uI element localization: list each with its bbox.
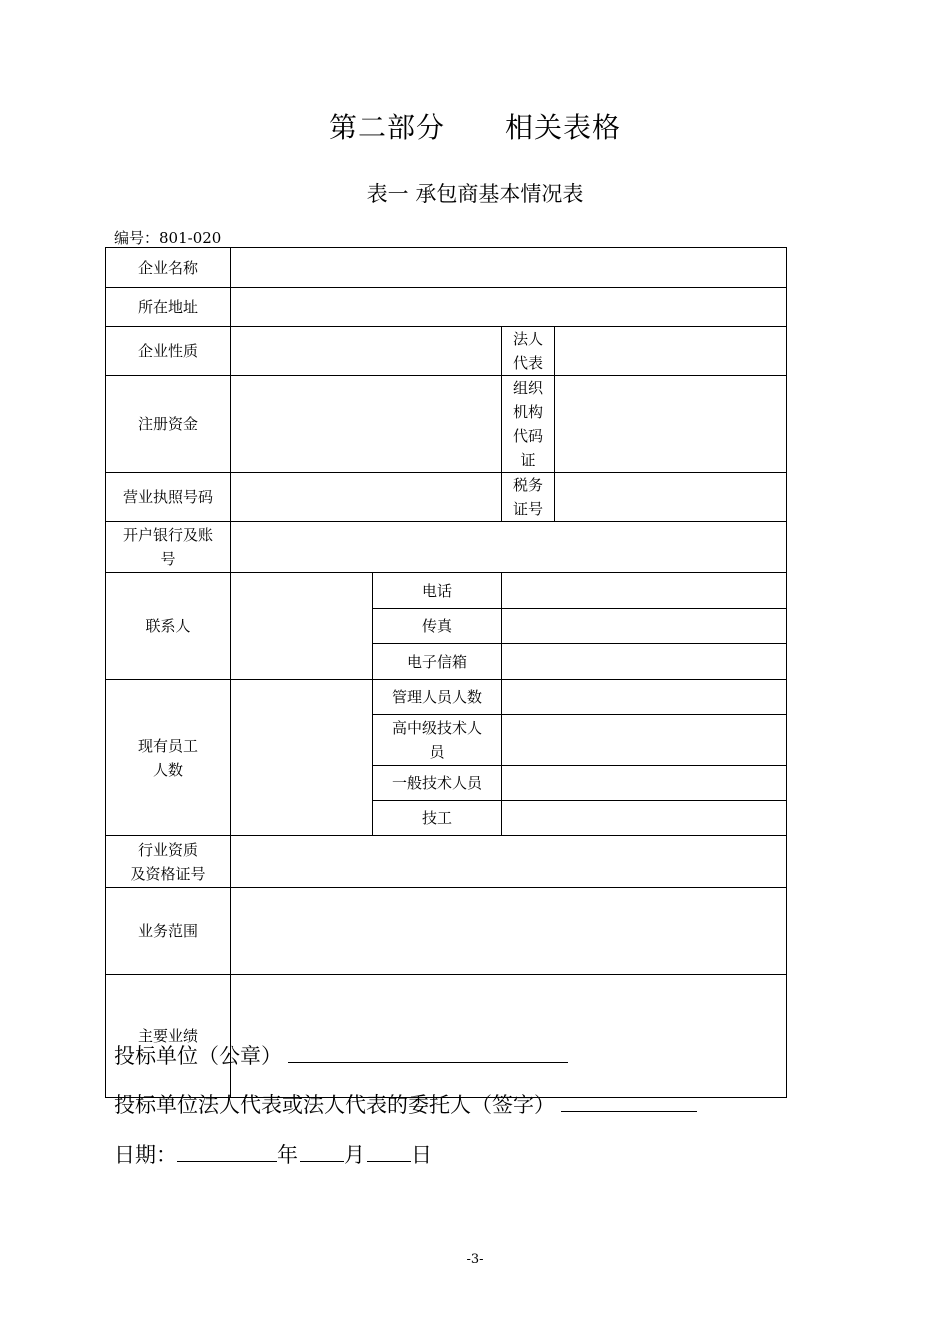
field-legal-rep[interactable]: [555, 327, 787, 376]
representative-signature-label: 投标单位法人代表或法人代表的委托人（签字）: [114, 1093, 555, 1117]
label-qualification: 行业资质 及资格证号: [106, 836, 231, 888]
field-org-code[interactable]: [555, 376, 787, 473]
field-phone[interactable]: [502, 573, 787, 609]
year-blank[interactable]: [177, 1143, 277, 1162]
label-registered-capital: 注册资金: [106, 376, 231, 473]
table-row: [106, 573, 787, 609]
label-org-code: 组织机构 代码证: [502, 376, 555, 473]
table-row: [106, 473, 787, 522]
field-bank-account[interactable]: [231, 522, 787, 573]
field-staff-count[interactable]: [231, 680, 373, 836]
day-label: 日: [411, 1143, 432, 1167]
label-technicians: 技工: [373, 801, 502, 836]
table-row: [106, 888, 787, 975]
field-fax[interactable]: [502, 609, 787, 644]
table-row: [106, 248, 787, 288]
contractor-info-table: [105, 247, 787, 1098]
field-qualification[interactable]: [231, 836, 787, 888]
label-managers: 管理人员人数: [373, 680, 502, 715]
field-managers[interactable]: [502, 680, 787, 715]
year-label: 年: [277, 1143, 298, 1167]
page-number: -3-: [466, 1252, 484, 1267]
label-phone: 电话: [373, 573, 502, 609]
part-title: 相关表格: [505, 111, 622, 144]
part-label: 第二部分: [328, 111, 445, 144]
field-business-scope[interactable]: [231, 888, 787, 975]
representative-signature-line: [114, 1089, 697, 1119]
page-title: [0, 106, 950, 146]
document-number: 编号：801-020: [114, 229, 222, 247]
label-fax: 传真: [373, 609, 502, 644]
field-license-no[interactable]: [231, 473, 502, 522]
label-achievements: 主要业绩: [106, 975, 231, 1098]
label-contact: 联系人: [106, 573, 231, 680]
label-staff-count: 现有员工 人数: [106, 680, 231, 836]
table-row: [106, 327, 787, 376]
table-title: 表一 承包商基本情况表: [366, 182, 584, 206]
bidder-seal-blank[interactable]: [288, 1044, 568, 1063]
field-senior-tech[interactable]: [502, 715, 787, 766]
label-company-type: 企业性质: [106, 327, 231, 376]
day-blank[interactable]: [367, 1143, 411, 1162]
field-general-tech[interactable]: [502, 766, 787, 801]
bidder-seal-label: 投标单位（公章）: [114, 1044, 282, 1068]
field-registered-capital[interactable]: [231, 376, 502, 473]
table-row: [106, 376, 787, 473]
field-email[interactable]: [502, 644, 787, 680]
field-achievements[interactable]: [231, 975, 787, 1098]
field-contact[interactable]: [231, 573, 373, 680]
table-row: [106, 522, 787, 573]
field-company-type[interactable]: [231, 327, 502, 376]
label-license-no: 营业执照号码: [106, 473, 231, 522]
field-address[interactable]: [231, 288, 787, 327]
label-tax-no: 税务证号: [502, 473, 555, 522]
label-address: 所在地址: [106, 288, 231, 327]
label-bank-account: 开户银行及账 号: [106, 522, 231, 573]
field-technicians[interactable]: [502, 801, 787, 836]
table-row: [106, 836, 787, 888]
representative-signature-blank[interactable]: [561, 1093, 697, 1112]
table-row: [106, 288, 787, 327]
field-tax-no[interactable]: [555, 473, 787, 522]
label-company-name: 企业名称: [106, 248, 231, 288]
table-row: [106, 680, 787, 715]
bidder-seal-line: [114, 1040, 568, 1070]
table-row: [106, 975, 787, 1098]
label-email: 电子信箱: [373, 644, 502, 680]
label-senior-tech: 高中级技术人 员: [373, 715, 502, 766]
field-company-name[interactable]: [231, 248, 787, 288]
month-label: 月: [344, 1143, 365, 1167]
month-blank[interactable]: [300, 1143, 344, 1162]
label-legal-rep: 法人代表: [502, 327, 555, 376]
label-general-tech: 一般技术人员: [373, 766, 502, 801]
date-label: 日期：: [114, 1143, 177, 1167]
date-line: [114, 1139, 432, 1169]
label-business-scope: 业务范围: [106, 888, 231, 975]
